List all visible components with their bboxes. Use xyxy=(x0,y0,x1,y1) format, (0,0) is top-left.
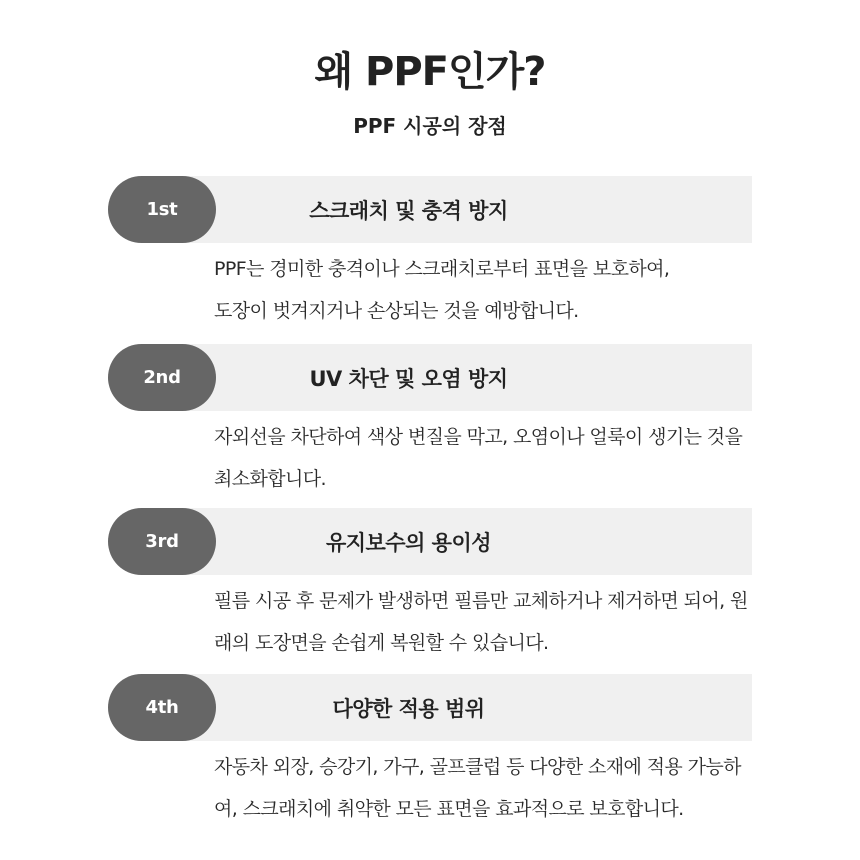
benefit-title: 스크래치 및 충격 방지 xyxy=(309,198,508,223)
benefit-description xyxy=(214,746,754,830)
benefit-item-1 xyxy=(108,176,752,342)
benefit-description xyxy=(214,248,754,332)
rank-badge: 3rd xyxy=(108,508,216,575)
benefit-description xyxy=(214,416,754,500)
description-line: PPF는 경미한 충격이나 스크래치로부터 표면을 보호하여, xyxy=(214,258,670,280)
rank-badge: 1st xyxy=(108,176,216,243)
benefit-header xyxy=(108,344,752,411)
benefit-description xyxy=(214,580,754,664)
benefit-title: 다양한 적용 범위 xyxy=(332,696,485,721)
benefit-item-4 xyxy=(108,674,752,840)
rank-badge: 4th xyxy=(108,674,216,741)
page-subtitle: PPF 시공의 장점 xyxy=(353,114,507,138)
description-line: 자외선을 차단하여 색상 변질을 막고, 오염이나 얼룩이 생기는 것을 xyxy=(214,426,743,448)
description-line: 래의 도장면을 손쉽게 복원할 수 있습니다. xyxy=(214,632,549,654)
description-line: 여, 스크래치에 취약한 모든 표면을 효과적으로 보호합니다. xyxy=(214,798,684,820)
benefit-header xyxy=(108,176,752,243)
description-line: 필름 시공 후 문제가 발생하면 필름만 교체하거나 제거하면 되어, 원 xyxy=(214,590,748,612)
description-line: 최소화합니다. xyxy=(214,468,326,490)
benefit-header xyxy=(108,674,752,741)
benefit-header xyxy=(108,508,752,575)
rank-badge: 2nd xyxy=(108,344,216,411)
description-line: 도장이 벗겨지거나 손상되는 것을 예방합니다. xyxy=(214,300,579,322)
benefit-item-3 xyxy=(108,508,752,674)
description-line: 자동차 외장, 승강기, 가구, 골프클럽 등 다양한 소재에 적용 가능하 xyxy=(214,756,741,778)
benefit-item-2 xyxy=(108,344,752,510)
benefit-title: 유지보수의 용이성 xyxy=(325,530,492,555)
benefit-title: UV 차단 및 오염 방지 xyxy=(309,366,508,391)
page-title: 왜 PPF인가? xyxy=(314,49,546,95)
